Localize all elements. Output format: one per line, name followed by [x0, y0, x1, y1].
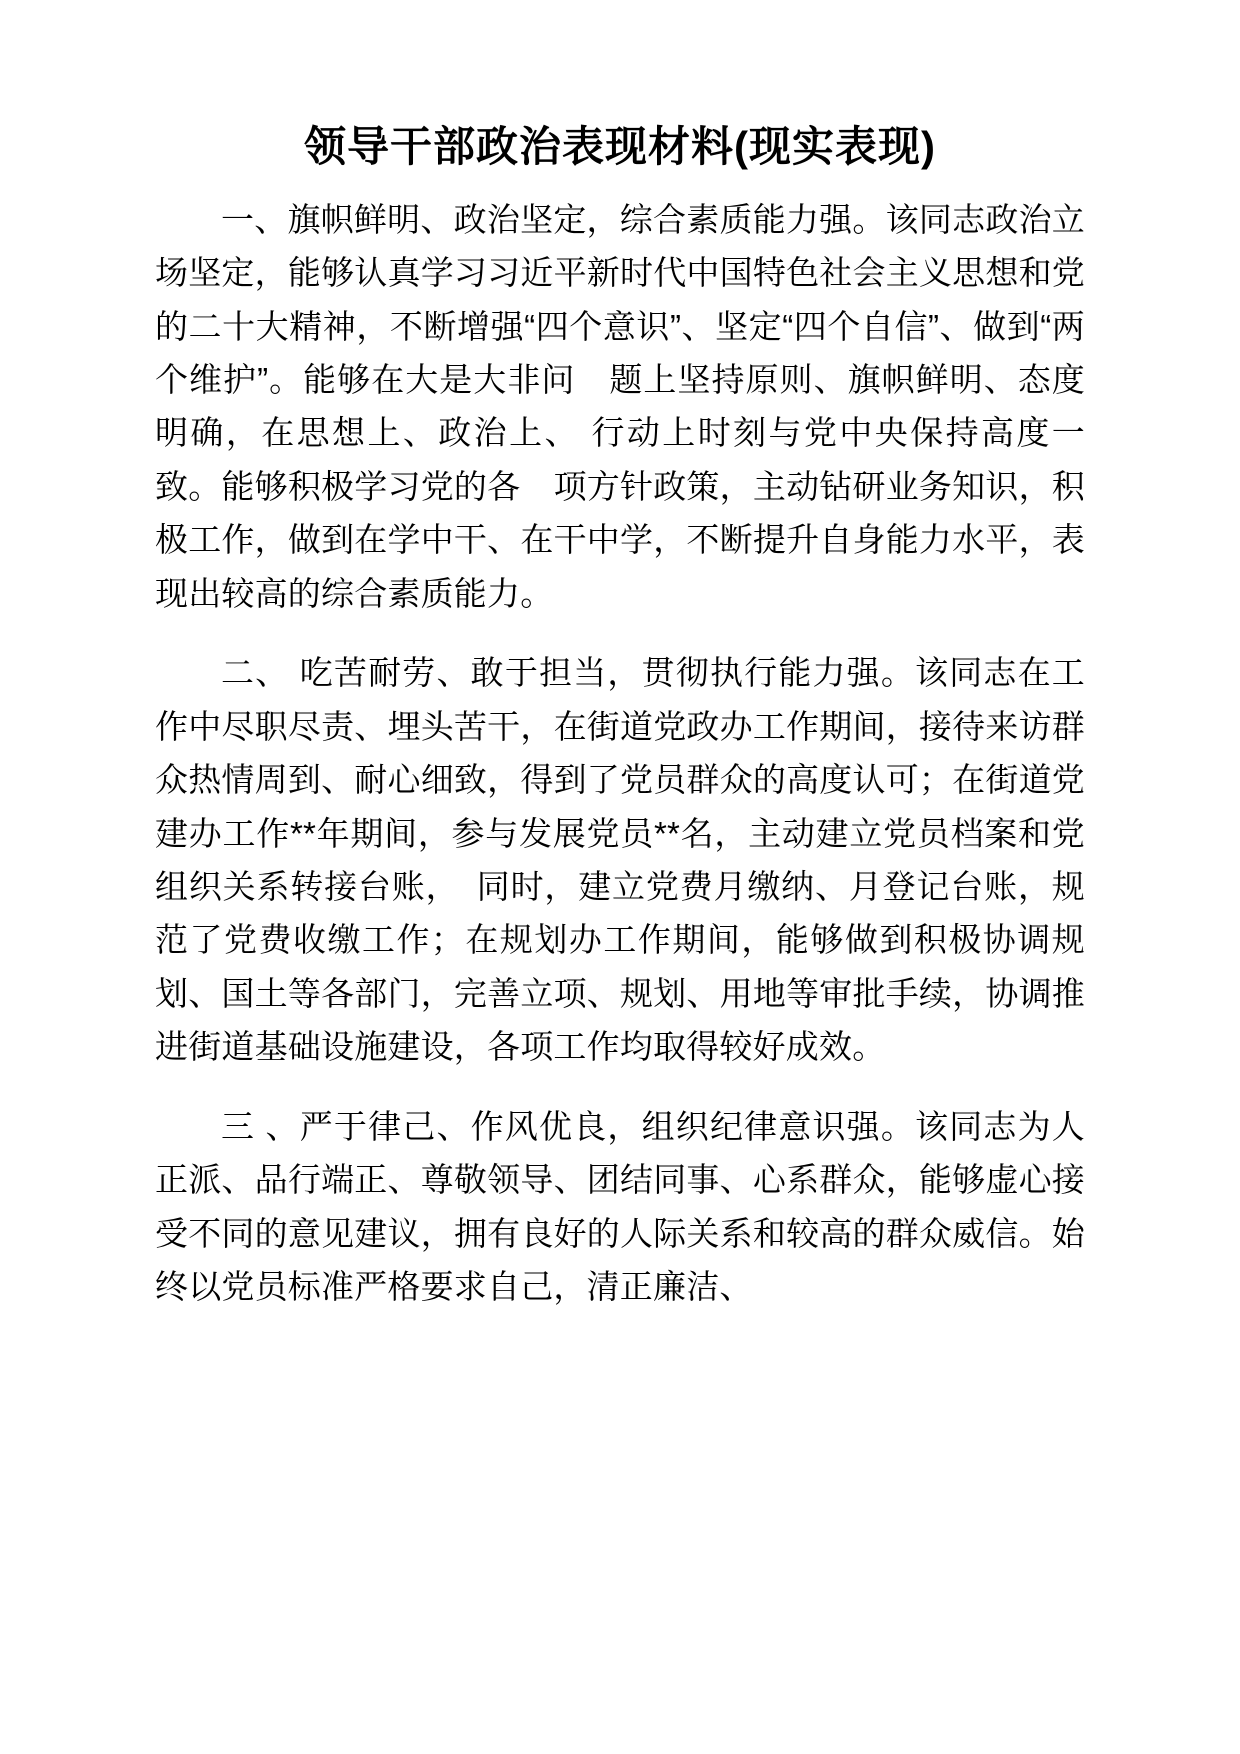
paragraph-3: 三 、严于律己、作风优良，组织纪律意识强。该同志为人正派、品行端正、尊敬领导、团结同事、心系群众，能够虚心接受不同的意见建议，拥有良好的人际关系和较高的群众威信。始终以党员标准严格要求自己，清正廉洁、	[155, 1107, 1085, 1306]
paragraph-2: 二、 吃苦耐劳、敢于担当，贯彻执行能力强。该同志在工作中尽职尽责、埋头苦干，在街道党政办工作期间，接待来访群众热情周到、耐心细致，得到了党员群众的高度认可；在街道党建办工作**年期间，参与发展党员**名，主动建立党员档案和党组织关系转接台账， 同时，建立党费月缴纳、月登记台账，规范了党费收缴工作；在规划办工作期间，能够做到积极协调规划、国土等各部门，完善立项、规划、用地等审批手续，协调推进街道基础设施建设，各项工作均取得较好成效。	[155, 654, 1085, 1066]
page-title: 领导干部政治表现材料(现实表现)	[304, 123, 936, 170]
document-body	[155, 193, 1085, 1314]
paragraph-1: 一、旗帜鲜明、政治坚定，综合素质能力强。该同志政治立场坚定，能够认真学习习近平新时代中国特色社会主义思想和党的二十大精神，不断增强“四个意识”、坚定“四个自信”、做到“两个维护”。能够在大是大非问 题上坚持原则、旗帜鲜明、态度明确，在思想上、政治上、 行动上时刻与党中央保持高度一致。能够积极学习党的各 项方针政策，主动钻研业务知识，积极工作，做到在学中干、在干中学，不断提升自身能力水平，表现出较高的综合素质能力。	[155, 200, 1085, 612]
